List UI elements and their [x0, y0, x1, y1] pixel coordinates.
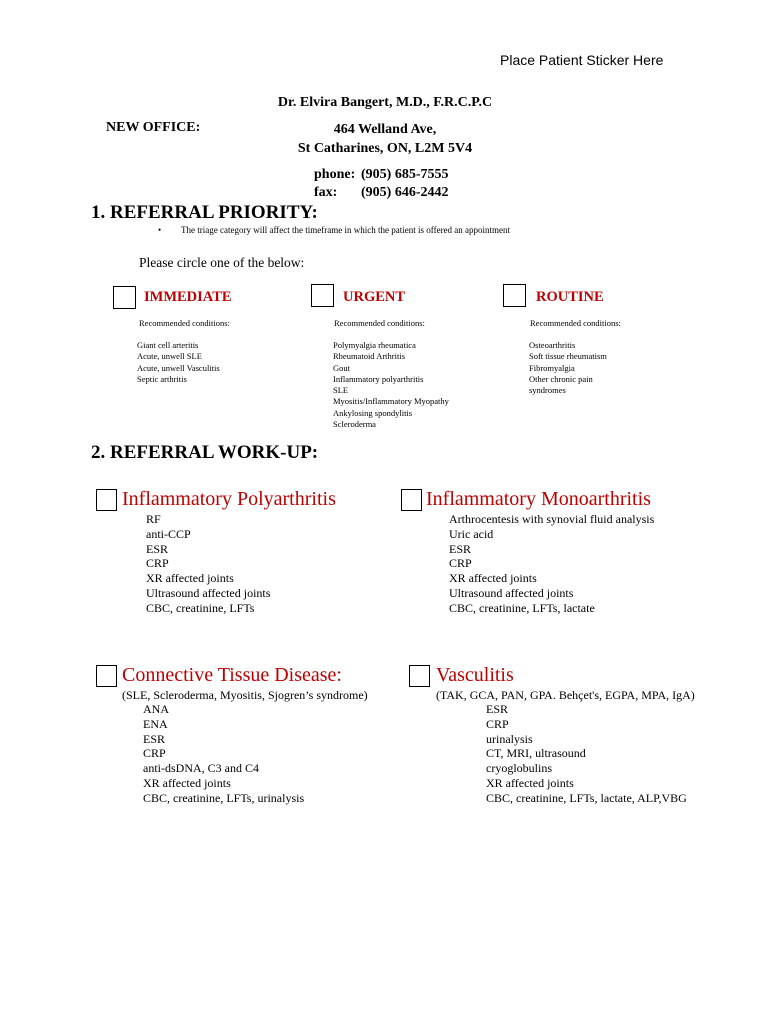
- list-item: RF: [146, 512, 161, 526]
- doctor-name: [0, 95, 770, 111]
- routine-label: ROUTINE: [536, 289, 604, 305]
- office-address: [0, 120, 770, 158]
- list-item: CT, MRI, ultrasound: [486, 746, 586, 761]
- section2-title: 2. REFERRAL WORK-UP:: [91, 442, 319, 463]
- list-item: CRP: [449, 556, 472, 571]
- list-item: Soft tissue rheumatism: [529, 351, 607, 362]
- fax-number: (905) 646-2442: [361, 185, 449, 200]
- contact-info: [314, 166, 449, 202]
- bullet-marker: •: [158, 225, 162, 235]
- phone-row: [314, 166, 449, 184]
- routine-conditions: [529, 340, 607, 396]
- address-line2: St Catharines, ON, L2M 5V4: [297, 141, 473, 156]
- fax-row: [314, 184, 449, 202]
- list-item: urinalysis: [486, 731, 533, 746]
- list-item: Septic arthritis: [137, 373, 187, 384]
- list-item: CBC, creatinine, LFTs, lactate, ALP,VBG: [486, 790, 687, 805]
- polyarthritis-checkbox[interactable]: [96, 489, 117, 511]
- list-item: CRP: [146, 556, 169, 571]
- vasculitis-title: Vasculitis: [436, 664, 514, 686]
- routine-checkbox[interactable]: [503, 284, 526, 307]
- list-item: Arthrocentesis with synovial fluid analysis: [449, 512, 655, 526]
- list-item: Ultrasound affected joints: [449, 585, 574, 600]
- list-item: cryoglobulins: [486, 761, 552, 776]
- list-item: ANA: [143, 702, 169, 716]
- list-item: Fibromyalgia: [529, 362, 575, 373]
- urgent-recommended: Recommended conditions:: [334, 318, 425, 328]
- list-item: Ankylosing spondylitis: [333, 407, 413, 418]
- triage-note: The triage category will affect the timeframe in which the patient is offered an appointment: [181, 225, 511, 235]
- new-office-label: NEW OFFICE:: [106, 120, 201, 135]
- vasculitis-workup-list: [486, 702, 687, 806]
- ctd-title: Connective Tissue Disease:: [122, 664, 342, 686]
- immediate-recommended: Recommended conditions:: [139, 318, 230, 328]
- section1-title: 1. REFERRAL PRIORITY:: [91, 202, 318, 223]
- circle-instruction: Please circle one of the below:: [139, 255, 305, 270]
- list-item: Giant cell arteritis: [137, 340, 199, 350]
- list-item: ESR: [146, 541, 169, 556]
- list-item: Uric acid: [449, 526, 494, 541]
- list-item: CBC, creatinine, LFTs, lactate: [449, 600, 595, 615]
- vasculitis-subtitle: (TAK, GCA, PAN, GPA. Behçet's, EGPA, MPA, IgA): [436, 688, 695, 702]
- list-item: XR affected joints: [449, 571, 537, 586]
- list-item: ENA: [143, 716, 168, 731]
- list-item: Rheumatoid Arthritis: [333, 351, 406, 362]
- list-item: ESR: [143, 731, 166, 746]
- list-item: Inflammatory polyarthritis: [333, 373, 424, 384]
- list-item: ESR: [449, 541, 472, 556]
- list-item: XR affected joints: [143, 775, 231, 790]
- urgent-conditions: [333, 340, 449, 430]
- ctd-workup-list: [143, 702, 304, 806]
- list-item: CBC, creatinine, LFTs, urinalysis: [143, 790, 305, 805]
- routine-recommended: Recommended conditions:: [530, 318, 621, 328]
- immediate-conditions: [137, 340, 220, 385]
- ctd-checkbox[interactable]: [96, 665, 117, 687]
- list-item: Myositis/Inflammatory Myopathy: [333, 396, 449, 407]
- patient-sticker-label: Place Patient Sticker Here: [500, 52, 664, 68]
- list-item: XR affected joints: [146, 571, 234, 586]
- polyarthritis-title: Inflammatory Polyarthritis: [122, 488, 336, 510]
- list-item: ESR: [486, 702, 509, 716]
- list-item: Scleroderma: [333, 419, 376, 430]
- list-item: anti-dsDNA, C3 and C4: [143, 761, 259, 776]
- list-item: CRP: [486, 716, 509, 731]
- list-item: anti-CCP: [146, 526, 191, 541]
- urgent-label: URGENT: [343, 289, 406, 305]
- phone-number: (905) 685-7555: [361, 167, 449, 182]
- list-item-continuation: syndromes: [529, 385, 566, 396]
- list-item: SLE: [333, 385, 349, 396]
- immediate-checkbox[interactable]: [113, 286, 136, 309]
- vasculitis-checkbox[interactable]: [409, 665, 430, 687]
- list-item: CRP: [143, 746, 166, 761]
- list-item: Osteoarthritis: [529, 340, 576, 350]
- list-item: Acute, unwell SLE: [137, 351, 202, 362]
- phone-label: phone:: [314, 167, 356, 182]
- list-item: Polymyalgia rheumatica: [333, 340, 416, 350]
- list-item: Gout: [333, 362, 350, 373]
- doctor-name-text: Dr. Elvira Bangert, M.D., F.R.C.P.C: [277, 95, 493, 110]
- list-item: Acute, unwell Vasculitis: [137, 362, 220, 373]
- monoarthritis-workup-list: [449, 512, 654, 616]
- ctd-subtitle: (SLE, Scleroderma, Myositis, Sjogren’s syndrome): [122, 688, 368, 702]
- polyarthritis-workup-list: [146, 512, 270, 616]
- fax-label: fax:: [314, 185, 338, 200]
- immediate-label: IMMEDIATE: [144, 289, 232, 305]
- list-item: Ultrasound affected joints: [146, 585, 271, 600]
- address-line1: 464 Welland Ave,: [333, 122, 437, 137]
- monoarthritis-title: Inflammatory Monoarthritis: [426, 488, 651, 510]
- urgent-checkbox[interactable]: [311, 284, 334, 307]
- list-item: XR affected joints: [486, 775, 574, 790]
- monoarthritis-checkbox[interactable]: [401, 489, 422, 511]
- list-item: CBC, creatinine, LFTs: [146, 600, 255, 615]
- list-item: Other chronic pain: [529, 373, 593, 384]
